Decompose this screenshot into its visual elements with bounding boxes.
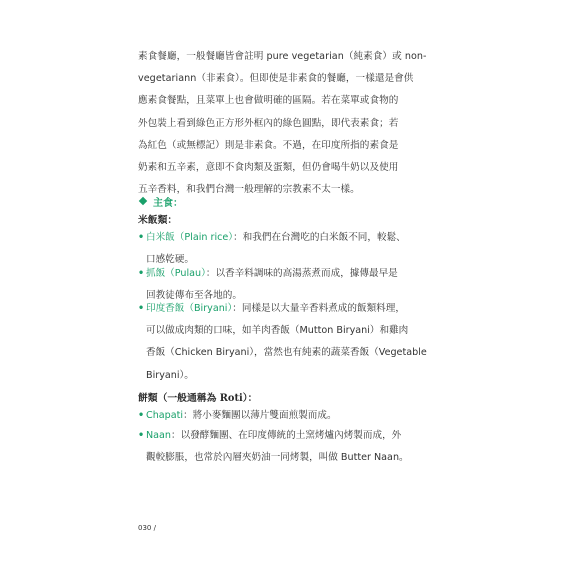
bullet-icon: • xyxy=(138,232,145,243)
intro-line: 應素食餐點，且菜單上也會做明確的區隔。若在菜單或食物的 xyxy=(138,95,399,107)
list-item-chapati xyxy=(138,405,456,427)
intro-line: vegetariann（非素食）。但即使是非素食的餐廳，一樣還是會供 xyxy=(138,73,414,85)
item-line: Biryani）。 xyxy=(146,369,194,381)
item-line xyxy=(138,263,456,285)
item-line: 口感乾硬。 xyxy=(146,254,194,266)
intro-line: 奶素和五辛素，意即不食肉類及蛋類，但仍會喝牛奶以及使用 xyxy=(138,162,399,174)
page-number: 030 / xyxy=(138,524,156,532)
intro-paragraph xyxy=(138,46,456,201)
item-line: 回教徒傳布至各地的。 xyxy=(146,290,242,302)
subheading-rice: 米飯類： xyxy=(138,215,178,226)
bullet-icon: • xyxy=(138,268,145,279)
intro-line: 五辛香料，和我們台灣一般理解的宗教素不太一樣。 xyxy=(138,184,360,196)
item-term: Chapati xyxy=(146,410,184,421)
item-text: ：和我們在台灣吃的白米飯不同，較鬆、 xyxy=(233,232,406,243)
item-term: 抓飯（Pulau） xyxy=(146,268,206,279)
item-term: Naan xyxy=(146,430,172,441)
item-line xyxy=(138,425,456,447)
item-line xyxy=(138,298,456,320)
bullet-icon: • xyxy=(138,410,145,421)
diamond-bullet-icon xyxy=(139,197,147,205)
item-line xyxy=(138,227,456,249)
item-text: ：以發酵麵團、在印度傳統的土窯烤爐內烤製而成，外 xyxy=(171,430,402,441)
item-term: 印度香飯（Biryani） xyxy=(146,303,233,314)
section-heading-staple-food xyxy=(138,193,183,209)
list-item-biryani xyxy=(138,298,456,387)
item-text: ：以香辛料調味的高湯蒸煮而成，據傳最早是 xyxy=(205,268,398,279)
item-term: 白米飯（Plain rice） xyxy=(146,232,234,243)
item-text: ：同樣是以大量辛香料煮成的飯類料理， xyxy=(232,303,405,314)
intro-line: 為紅色（或無標記）則是非素食。不過，在印度所指的素食是 xyxy=(138,139,399,151)
list-item-naan xyxy=(138,425,456,469)
item-line: 香飯（Chicken Biryani），當然也有純素的蔬菜香飯（Vegetable xyxy=(146,347,427,359)
intro-line: 素食餐廳，一般餐廳皆會註明 pure vegetarian（純素食）或 non- xyxy=(138,51,427,62)
item-line: 觀較膨脹，也常於內層夾奶油一同烤製，叫做 Butter Naan。 xyxy=(146,452,409,464)
bullet-icon: • xyxy=(138,303,145,314)
item-text: ：將小麥麵團以薄片雙面煎製而成。 xyxy=(183,410,337,421)
intro-line: 外包裝上看到綠色正方形外框內的綠色圓點，即代表素食；若 xyxy=(138,117,399,129)
item-line xyxy=(138,405,456,427)
item-line: 可以做成肉類的口味，如羊肉香飯（Mutton Biryani）和雞肉 xyxy=(146,325,409,337)
section-title: 主食： xyxy=(153,197,183,209)
bullet-icon: • xyxy=(138,430,145,441)
subheading-bread: 餅類（一般通稱為 Roti）： xyxy=(138,393,258,404)
